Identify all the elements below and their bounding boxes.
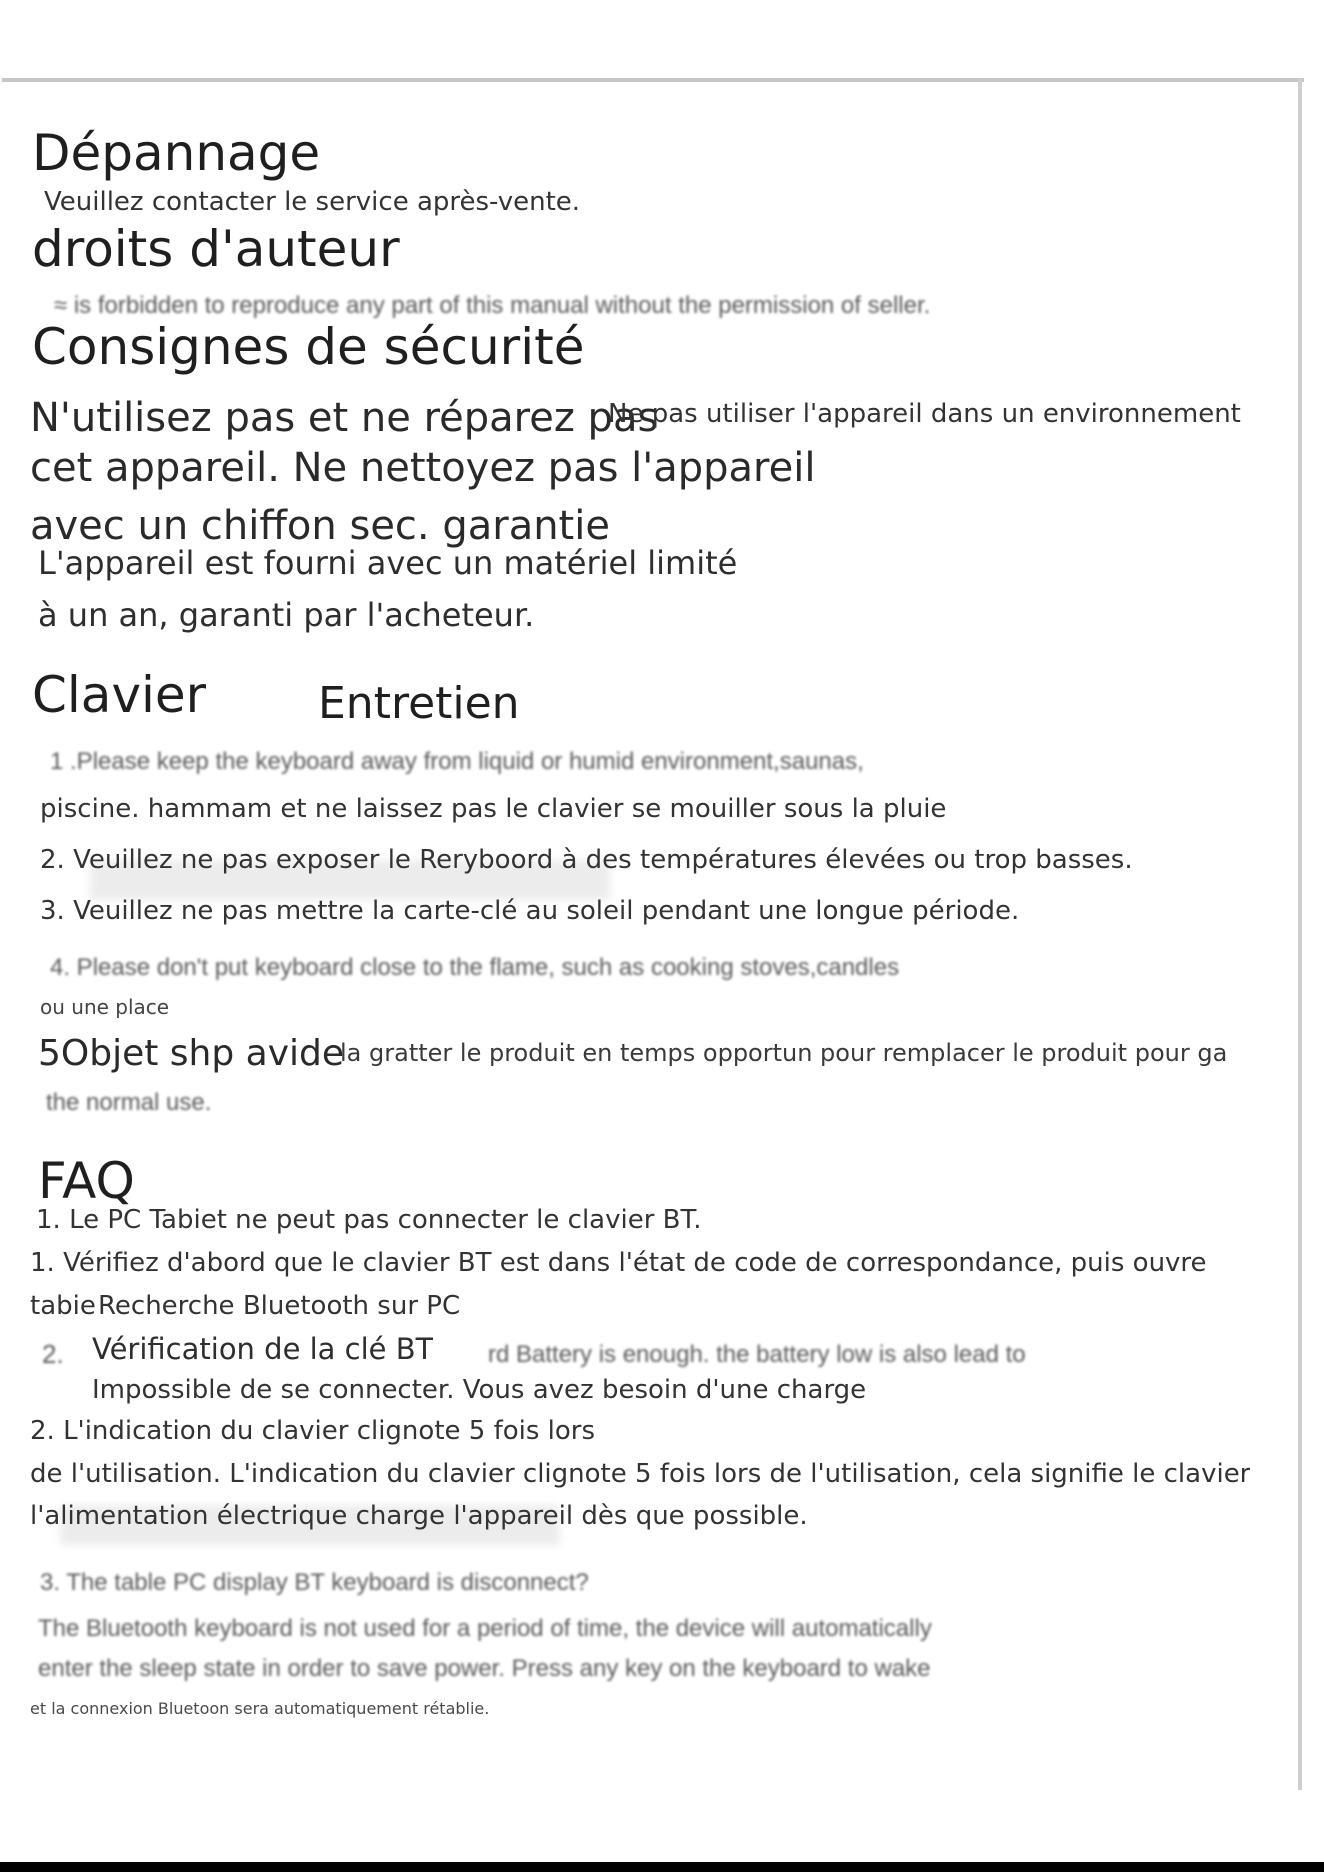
maintenance-item-3: 3. Veuillez ne pas mettre la carte-clé au soleil pendant une longue période. <box>40 897 1020 926</box>
faq-answer-3-line-3: et la connexion Bluetoon sera automatiquement rétablie. <box>30 1700 490 1718</box>
faq-answer-2-prefix: 2. <box>42 1340 64 1369</box>
bottom-edge <box>0 1862 1324 1872</box>
safety-line-3: avec un chiffon sec. garantie <box>30 504 610 548</box>
maintenance-item-1: 1 .Please keep the keyboard away from liquid or humid environment,saunas, <box>50 749 864 775</box>
faq-answer-2-label: Vérification de la clé BT <box>92 1334 434 1366</box>
maintenance-item-5-cont: the normal use. <box>46 1090 212 1116</box>
right-divider <box>1298 78 1302 1790</box>
faq-answer-1: 1. Vérifiez d'abord que le clavier BT est dans l'état de code de correspondance, puis ouvre <box>30 1249 1207 1278</box>
safety-line-1: N'utilisez pas et ne réparez pas <box>30 396 659 440</box>
warranty-line-1: L'appareil est fourni avec un matériel limité <box>38 546 738 582</box>
warranty-line-2: à un an, garanti par l'acheteur. <box>38 598 535 634</box>
copyright-text: ≈ is forbidden to reproduce any part of this manual without the permission of seller. <box>54 293 931 319</box>
copyright-heading: droits d'auteur <box>32 222 400 277</box>
maintenance-item-1-cont: piscine. hammam et ne laissez pas le clavier se mouiller sous la pluie <box>40 795 947 824</box>
faq-question-3: 3. The table PC display BT keyboard is disconnect? <box>40 1570 589 1596</box>
top-divider <box>2 78 1304 82</box>
faq-answer-2-blurred: rd Battery is enough. the battery low is also lead to <box>488 1342 1026 1368</box>
troubleshooting-text: Veuillez contacter le service après-vente. <box>44 188 581 217</box>
keyboard-heading: Clavier <box>32 668 207 723</box>
faq-answer-3-line-1: The Bluetooth keyboard is not used for a period of time, the device will automatically <box>38 1616 932 1642</box>
maintenance-heading: Entretien <box>318 680 520 729</box>
faq-question-2-line-2: de l'utilisation. L'indication du clavier clignote 5 fois lors de l'utilisation, cela signifie le clavier <box>30 1460 1251 1489</box>
faq-question-1: 1. Le PC Tabiet ne peut pas connecter le clavier BT. <box>36 1206 702 1235</box>
faq-question-2: 2. L'indication du clavier clignote 5 fois lors <box>30 1417 596 1446</box>
maintenance-item-4-cont: ou une place <box>40 996 170 1018</box>
faq-answer-1-cont: Recherche Bluetooth sur PC <box>98 1292 461 1321</box>
faq-answer-1-prefix: tabie <box>30 1292 96 1321</box>
faq-heading: FAQ <box>38 1154 135 1209</box>
safety-heading: Consignes de sécurité <box>32 320 585 375</box>
faq-answer-3-line-2: enter the sleep state in order to save power. Press any key on the keyboard to wake <box>38 1656 931 1682</box>
maintenance-item-4: 4. Please don't put keyboard close to the flame, such as cooking stoves,candles <box>50 955 900 981</box>
safety-overlay-text: Ne pas utiliser l'appareil dans un environnement <box>608 400 1241 429</box>
safety-line-2: cet appareil. Ne nettoyez pas l'appareil <box>30 446 816 490</box>
faq-question-2-line-3: l'alimentation électrique charge l'appareil dès que possible. <box>30 1502 808 1531</box>
faq-answer-2-cont: Impossible de se connecter. Vous avez besoin d'une charge <box>92 1376 867 1405</box>
maintenance-item-5-label: 5Objet shp avide <box>38 1034 345 1074</box>
maintenance-item-5-text: la gratter le produit en temps opportun pour remplacer le produit pour ga <box>340 1040 1228 1067</box>
troubleshooting-heading: Dépannage <box>32 126 321 181</box>
maintenance-item-2: 2. Veuillez ne pas exposer le Reryboord à des températures élevées ou trop basses. <box>40 846 1133 875</box>
